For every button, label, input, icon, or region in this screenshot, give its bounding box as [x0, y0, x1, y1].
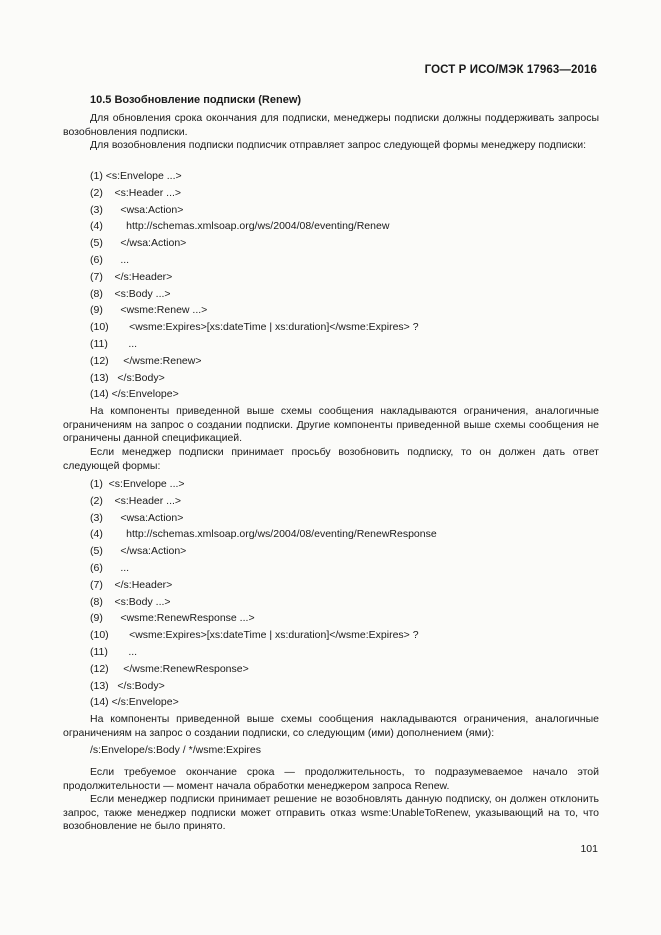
paragraph-1: Для обновления срока окончания для подписки, менеджеры подписки должны поддерживать запросы возобновления подписки.	[63, 112, 599, 138]
code-line: (5) </wsa:Action>	[90, 545, 187, 558]
page-number: 101	[580, 843, 598, 855]
paragraph-7: Если менеджер подписки принимает решение не возобновлять данную подписку, он должен отклонить запрос, также менеджер подписки может отправить отказ wsme:UnableToRenew, указывающий на то, что возобновление не было принято.	[63, 793, 599, 832]
response-code-block	[90, 476, 437, 711]
paragraph-5: На компоненты приведенной выше схемы сообщения накладываются ограничения, аналогичные ограничениям на запрос о создании подписки, со следующим (ими) дополнением (ями):	[63, 713, 599, 739]
code-line: (5) </wsa:Action>	[90, 237, 187, 250]
code-line: (4) http://schemas.xmlsoap.org/ws/2004/08/eventing/Renew	[90, 220, 390, 233]
paragraph-3: На компоненты приведенной выше схемы сообщения накладываются ограничения, аналогичные ограничениям на запрос о создании подписки. Другие компоненты приведенной выше схемы сообщения не ограничены данной спецификацией.	[63, 405, 599, 444]
paragraph-6: Если требуемое окончание срока — продолжительность, то подразумеваемое начало этой продолжительности — момент начала обработки менеджером запроса Renew.	[63, 766, 599, 792]
code-line: (14) </s:Envelope>	[90, 388, 179, 401]
code-line: (10) <wsme:Expires>[xs:dateTime | xs:duration]</wsme:Expires> ?	[90, 321, 419, 334]
code-line: (13) </s:Body>	[90, 371, 165, 384]
code-line: (1) <s:Envelope ...>	[90, 170, 182, 182]
code-line: (7) </s:Header>	[90, 270, 173, 283]
code-line: (2) <s:Header ...>	[90, 186, 182, 199]
code-line: (9) <wsme:RenewResponse ...>	[90, 612, 255, 625]
code-line: (11) ...	[90, 645, 138, 658]
code-line: (10) <wsme:Expires>[xs:dateTime | xs:duration]</wsme:Expires> ?	[90, 629, 419, 642]
xpath-expression: /s:Envelope/s:Body / */wsme:Expires	[90, 744, 261, 756]
section-title: 10.5 Возобновление подписки (Renew)	[90, 94, 302, 106]
paragraph-4: Если менеджер подписки принимает просьбу возобновить подписку, то он должен дать ответ следующей формы:	[63, 446, 599, 472]
code-line: (8) <s:Body ...>	[90, 595, 171, 608]
code-line: (14) </s:Envelope>	[90, 696, 179, 709]
code-line: (6) ...	[90, 561, 130, 574]
code-line: (1) <s:Envelope ...>	[90, 478, 185, 490]
code-line: (3) <wsa:Action>	[90, 511, 184, 524]
code-line: (13) </s:Body>	[90, 679, 165, 692]
request-code-block	[90, 168, 419, 403]
code-line: (9) <wsme:Renew ...>	[90, 304, 208, 317]
standard-header: ГОСТ Р ИСО/МЭК 17963—2016	[424, 64, 597, 76]
code-line: (3) <wsa:Action>	[90, 203, 184, 216]
code-line: (2) <s:Header ...>	[90, 494, 182, 507]
code-line: (8) <s:Body ...>	[90, 287, 171, 300]
code-line: (11) ...	[90, 337, 138, 350]
code-line: (12) </wsme:RenewResponse>	[90, 662, 249, 675]
code-line: (12) </wsme:Renew>	[90, 354, 202, 367]
paragraph-2: Для возобновления подписки подписчик отправляет запрос следующей формы менеджеру подписки:	[90, 139, 586, 151]
code-line: (6) ...	[90, 253, 130, 266]
code-line: (4) http://schemas.xmlsoap.org/ws/2004/08/eventing/RenewResponse	[90, 528, 437, 541]
code-line: (7) </s:Header>	[90, 578, 173, 591]
